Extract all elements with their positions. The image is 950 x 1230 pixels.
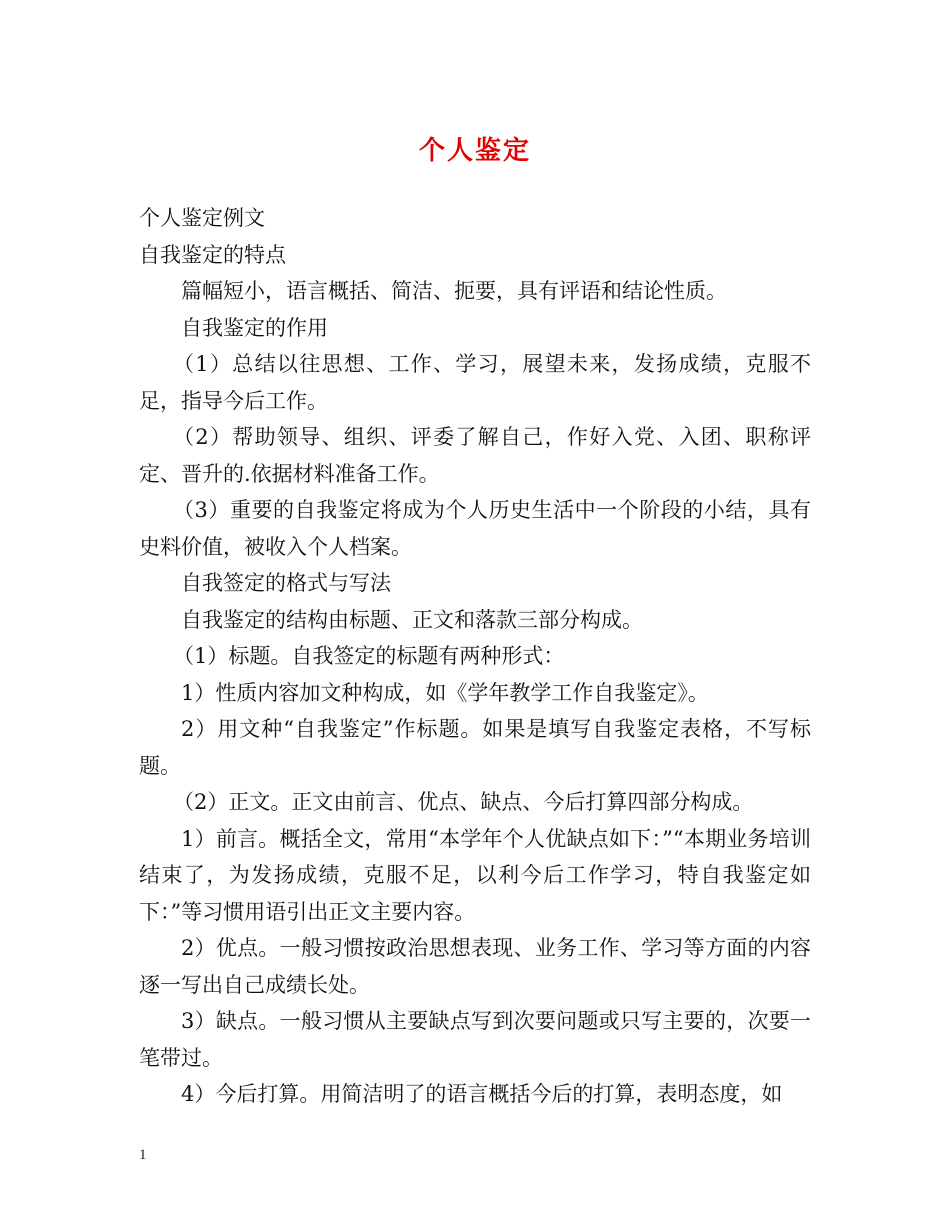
paragraph-weaknesses: 3）缺点。一般习惯从主要缺点写到次要问题或只写主要的，次要一笔带过。 xyxy=(139,1009,811,1070)
paragraph-role-item-1: （1）总结以往思想、工作、学习，展望未来，发扬成绩，克服不足，指导今后工作。 xyxy=(139,352,811,413)
paragraph-role-item-3: （3）重要的自我鉴定将成为个人历史生活中一个阶段的小结，具有史料价值，被收入个人档案。 xyxy=(139,498,811,559)
paragraph-format-heading: 自我签定的格式与写法 xyxy=(181,571,391,595)
paragraph-preface: 1）前言。概括全文，常用“本学年个人优缺点如下：”“本期业务培训结束了，为发扬成绩，克服不足，以利今后工作学习，特自我鉴定如下：”等习惯用语引出正文主要内容。 xyxy=(139,826,811,924)
paragraph-role-item-2: （2）帮助领导、组织、评委了解自己，作好入党、入团、职称评定、晋升的.依据材料准备工作。 xyxy=(139,425,811,486)
page-number: 1 xyxy=(139,1147,147,1163)
paragraph-example-heading: 个人鉴定例文 xyxy=(139,206,265,230)
paragraph-features-text: 篇幅短小，语言概括、简洁、扼要，具有评语和结论性质。 xyxy=(181,279,727,303)
paragraph-title-form-2: 2）用文种“自我鉴定”作标题。如果是填写自我鉴定表格，不写标题。 xyxy=(139,717,811,778)
paragraph-role-heading: 自我鉴定的作用 xyxy=(181,315,328,340)
paragraph-strengths: 2）优点。一般习惯按政治思想表现、业务工作、学习等方面的内容逐一写出自己成绩长处。 xyxy=(139,936,811,997)
paragraph-title-form-1: 1）性质内容加文种构成，如《学年教学工作自我鉴定》。 xyxy=(181,680,709,705)
paragraph-body-section: （2）正文。正文由前言、优点、缺点、今后打算四部分构成。 xyxy=(173,790,754,814)
document-body xyxy=(139,200,811,1113)
paragraph-future-plans: 4）今后打算。用简洁明了的语言概括今后的打算，表明态度，如 xyxy=(181,1082,783,1106)
paragraph-features-heading: 自我鉴定的特点 xyxy=(139,242,286,267)
document-title: 个人鉴定 xyxy=(418,136,531,166)
paragraph-structure-text: 自我鉴定的结构由标题、正文和落款三部分构成。 xyxy=(181,607,643,632)
paragraph-title-section: （1）标题。自我签定的标题有两种形式： xyxy=(173,644,565,668)
